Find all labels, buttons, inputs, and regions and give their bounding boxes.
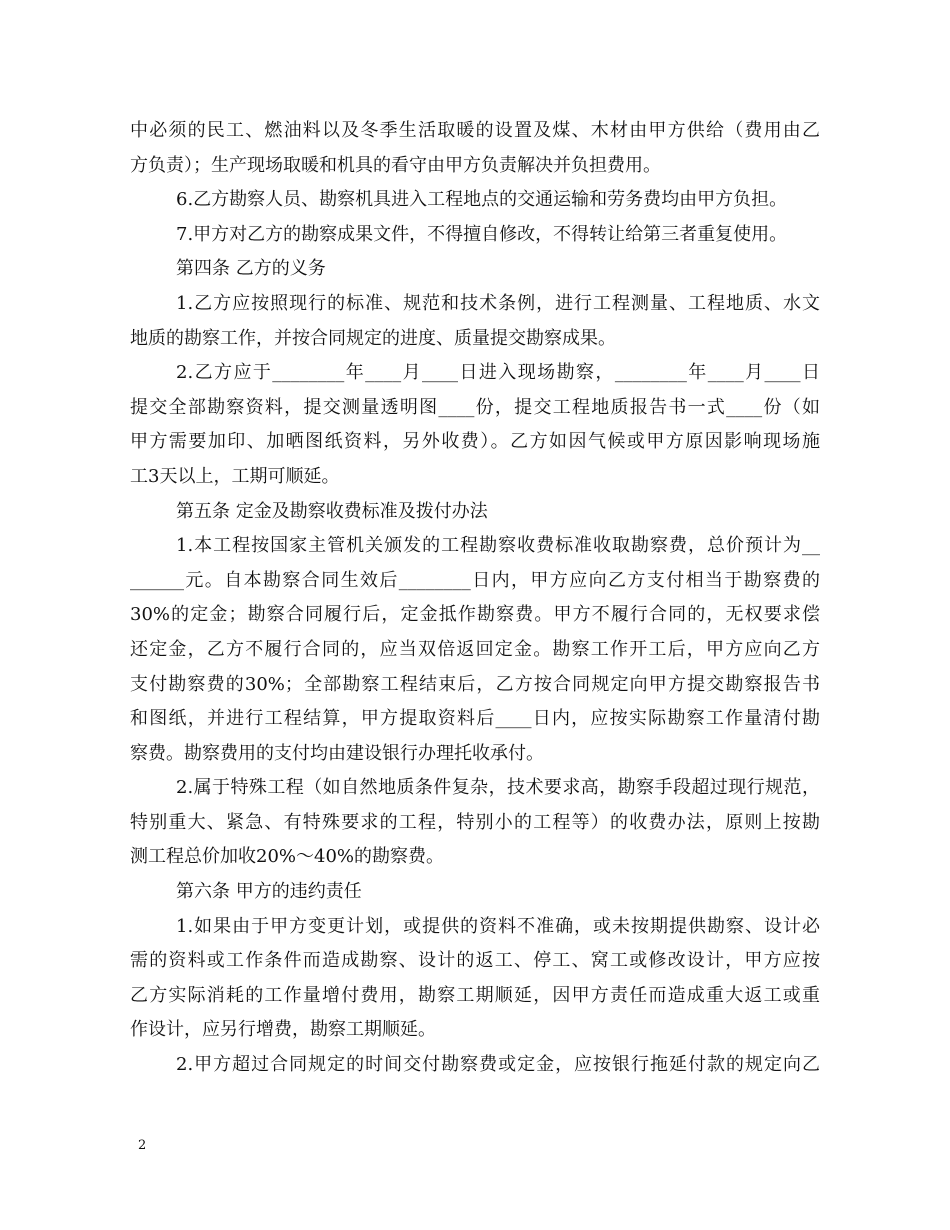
text-line: 工3天以上，工期可顺延。 [130, 465, 340, 487]
text-line: 2.乙方应于________年____月____日进入现场勘察，________年____月____日 [176, 362, 820, 384]
text-line: 需的资料或工作条件而造成勘察、设计的返工、停工、窝工或修改设计，甲方应按 [130, 950, 820, 972]
text-line: 第五条 定金及勘察收费标准及拨付办法 [176, 500, 488, 522]
text-line: 7.甲方对乙方的勘察成果文件，不得擅自修改，不得转让给第三者重复使用。 [176, 223, 788, 245]
text-line: 1.本工程按国家主管机关颁发的工程勘察收费标准收取勘察费，总价预计为__ [176, 535, 820, 557]
text-line: ______元。自本勘察合同生效后________日内，甲方应向乙方支付相当于勘察费的 [130, 569, 820, 591]
text-line: 乙方实际消耗的工作量增付费用，勘察工期顺延，因甲方责任而造成重大返工或重 [130, 984, 820, 1006]
text-line: 2.甲方超过合同规定的时间交付勘察费或定金，应按银行拖延付款的规定向乙 [176, 1054, 820, 1076]
page-number: 2 [138, 1138, 147, 1153]
text-line: 支付勘察费的30%；全部勘察工程结束后，乙方按合同规定向甲方提交勘察报告书 [130, 673, 820, 695]
text-line: 提交全部勘察资料，提交测量透明图____份，提交工程地质报告书一式____份（如 [130, 396, 820, 418]
text-line: 地质的勘察工作，并按合同规定的进度、质量提交勘察成果。 [130, 327, 616, 349]
text-line: 作设计，应另行增费，勘察工期顺延。 [130, 1019, 436, 1041]
text-line: 甲方需要加印、加晒图纸资料，另外收费）。乙方如因气候或甲方原因影响现场施 [130, 431, 820, 453]
text-line: 6.乙方勘察人员、勘察机具进入工程地点的交通运输和劳务费均由甲方负担。 [176, 189, 788, 211]
text-line: 第六条 甲方的违约责任 [176, 881, 362, 903]
text-line: 中必须的民工、燃油料以及冬季生活取暖的设置及煤、木材由甲方供给（费用由乙 [130, 120, 820, 141]
text-line: 2.属于特殊工程（如自然地质条件复杂，技术要求高，勘察手段超过现行规范， [176, 777, 820, 799]
text-line: 和图纸，并进行工程结算，甲方提取资料后____日内，应按实际勘察工作量清付勘 [130, 708, 820, 730]
text-line: 1.如果由于甲方变更计划，或提供的资料不准确，或未按期提供勘察、设计必 [176, 915, 820, 937]
document-body [130, 114, 820, 1083]
text-line: 特别重大、紧急、有特殊要求的工程，特别小的工程等）的收费办法，原则上按勘 [130, 811, 820, 833]
text-line: 测工程总价加收20%～40%的勘察费。 [130, 846, 445, 868]
text-line: 察费。勘察费用的支付均由建设银行办理托收承付。 [130, 742, 544, 764]
text-line: 第四条 乙方的义务 [176, 258, 326, 280]
text-line: 方负责）；生产现场取暖和机具的看守由甲方负责解决并负担费用。 [130, 154, 661, 176]
text-line: 30%的定金；勘察合同履行后，定金抵作勘察费。甲方不履行合同的，无权要求偿 [130, 604, 820, 626]
text-line: 还定金，乙方不履行合同的，应当双倍返回定金。勘察工作开工后，甲方应向乙方 [130, 638, 820, 660]
text-line: 1.乙方应按照现行的标准、规范和技术条例，进行工程测量、工程地质、水文 [176, 292, 820, 314]
